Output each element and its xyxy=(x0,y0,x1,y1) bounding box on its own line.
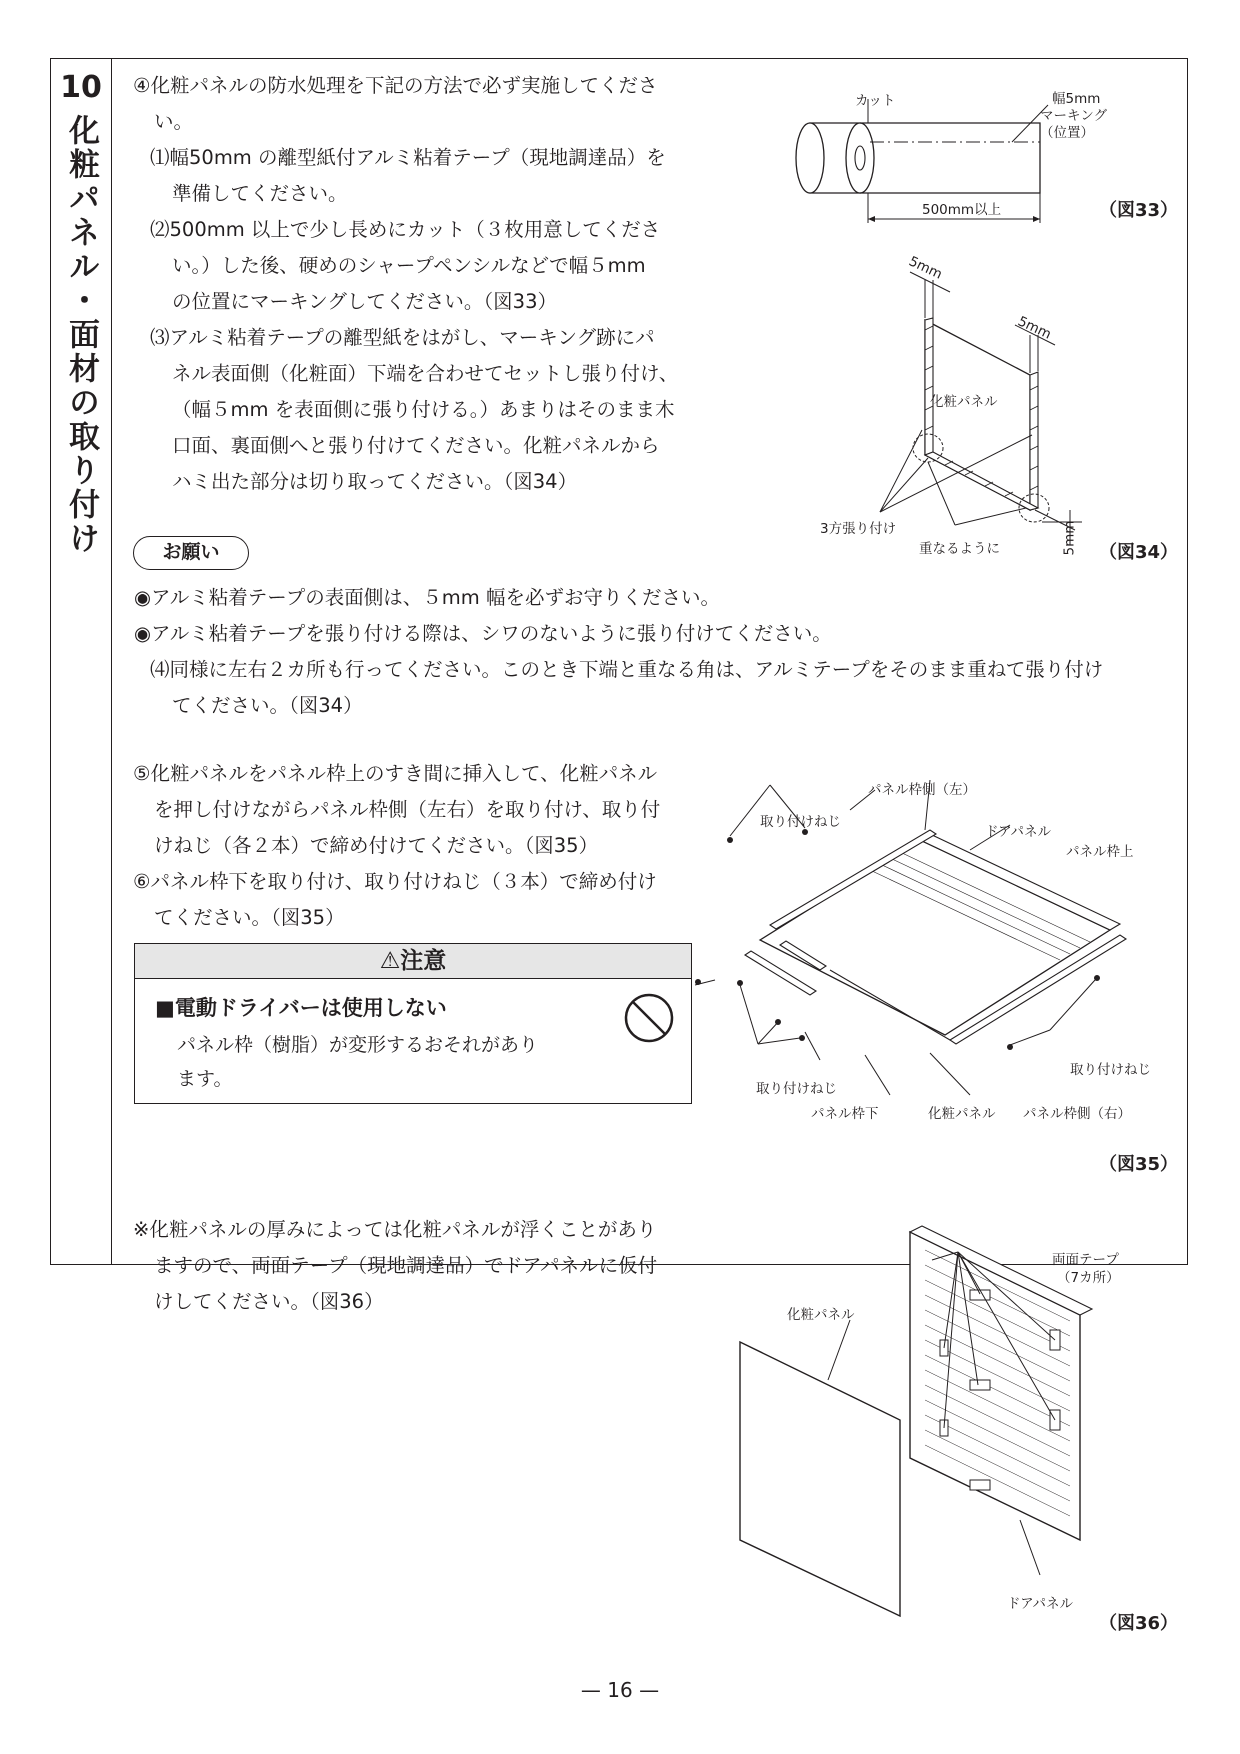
request-item-2: ◉アルミ粘着テープを張り付ける際は、シワのないように張り付けてください。 xyxy=(134,622,832,645)
fig33-length-label: 500mm以上 xyxy=(922,202,1002,218)
step4-sub3-line-4: 口面、裏面側へと張り付けてください。化粧パネルから xyxy=(172,434,660,457)
fig35-door-panel-label: ドアパネル xyxy=(985,824,1052,840)
caution-title: ■電動ドライバーは使用しない xyxy=(155,996,447,1020)
section-sidebar xyxy=(50,58,112,1265)
fig36-tape-count-label: （7カ所） xyxy=(1057,1270,1120,1286)
caution-header: ⚠注意 xyxy=(135,944,691,979)
note-line-2: ますので、両面テープ（現地調達品）でドアパネルに仮付 xyxy=(154,1254,658,1277)
fig35-frame-right-label: パネル枠側（右） xyxy=(1023,1106,1131,1122)
note-line-1: ※化粧パネルの厚みによっては化粧パネルが浮くことがあり xyxy=(133,1218,657,1241)
step4-sub4-line-1: ⑷同様に左右２カ所も行ってください。このとき下端と重なる角は、アルミテープをそのまま重ねて張り付け xyxy=(150,658,1104,681)
note-line-3: けしてください。（図36） xyxy=(154,1290,384,1313)
fig34-overlap-label: 重なるように xyxy=(919,541,1000,557)
fig33-cut-label: カット xyxy=(855,93,896,109)
step6-line-2: てください。（図35） xyxy=(154,906,345,929)
step4-sub2-line-2: い。）した後、硬めのシャープペンシルなどで幅５mm xyxy=(172,254,646,277)
fig33-position-label: （位置） xyxy=(1040,125,1094,141)
fig33-marking-label: マーキング xyxy=(1040,108,1108,124)
fig34-three-side-label: 3方張り付け xyxy=(820,521,897,537)
caution-body xyxy=(177,1028,538,1096)
request-badge: お願い xyxy=(133,536,249,570)
fig36-caption: （図36） xyxy=(1099,1613,1179,1634)
fig36-panel-label: 化粧パネル xyxy=(787,1307,855,1323)
caution-body-line-2: ます。 xyxy=(177,1068,233,1090)
fig34-dim-top-right: 5mm xyxy=(1015,313,1054,343)
step5-line-1: ⑤化粧パネルをパネル枠上のすき間に挿入して、化粧パネル xyxy=(133,762,658,785)
fig35-panel-label: 化粧パネル xyxy=(928,1106,996,1122)
fig36-door-panel-label: ドアパネル xyxy=(1007,1596,1074,1612)
fig34-dim-bottom: 5mm xyxy=(1061,520,1078,556)
section-title: 化粧パネル・面材の取り付け xyxy=(63,114,99,556)
caution-box xyxy=(134,943,692,1104)
caution-body-line-1: パネル枠（樹脂）が変形するおそれがあり xyxy=(177,1034,539,1056)
step4-sub3-line-2: ネル表面側（化粧面）下端を合わせてセットし張り付け、 xyxy=(172,362,679,385)
step5-line-2: を押し付けながらパネル枠側（左右）を取り付け、取り付 xyxy=(154,798,661,821)
fig35-frame-top-label: パネル枠上 xyxy=(1066,844,1134,860)
step4-sub3-line-5: ハミ出た部分は切り取ってください。（図34） xyxy=(172,470,578,493)
fig33-width-label: 幅5mm xyxy=(1052,91,1101,107)
fig35-screws-top-label: 取り付けねじ xyxy=(760,814,841,830)
fig34-dim-top-left: 5mm xyxy=(906,253,945,283)
step4-sub1-line-2: 準備してください。 xyxy=(172,182,348,205)
fig33-caption: （図33） xyxy=(1099,200,1179,221)
step4-line-2: い。 xyxy=(154,110,194,133)
fig35-frame-bottom-label: パネル枠下 xyxy=(811,1106,879,1122)
prohibited-icon xyxy=(623,992,675,1044)
fig36-tape-label: 両面テープ xyxy=(1052,1252,1119,1268)
step4-sub4-line-2: てください。（図34） xyxy=(172,694,363,717)
step4-sub2-line-1: ⑵500mm 以上で少し長めにカット（３枚用意してくださ xyxy=(150,218,661,241)
step6-line-1: ⑥パネル枠下を取り付け、取り付けねじ（３本）で締め付け xyxy=(133,870,657,893)
request-item-1: ◉アルミ粘着テープの表面側は、５mm 幅を必ずお守りください。 xyxy=(134,586,720,609)
fig35-screws-left-label: 取り付けねじ xyxy=(756,1081,837,1097)
fig34-caption: （図34） xyxy=(1099,542,1179,563)
fig34-panel-label: 化粧パネル xyxy=(930,394,998,410)
step4-sub3-line-3: （幅５mm を表面側に張り付ける。）あまりはそのまま木 xyxy=(172,398,675,421)
step4-sub3-line-1: ⑶アルミ粘着テープの離型紙をはがし、マーキング跡にパ xyxy=(150,326,655,349)
step4-sub1-line-1: ⑴幅50mm の離型紙付アルミ粘着テープ（現地調達品）を xyxy=(150,146,666,169)
page-number: — 16 — xyxy=(580,1678,660,1702)
step4-line-1: ④化粧パネルの防水処理を下記の方法で必ず実施してくださ xyxy=(133,74,658,97)
fig35-screws-right-label: 取り付けねじ xyxy=(1070,1062,1151,1078)
fig35-caption: （図35） xyxy=(1099,1154,1179,1175)
step5-line-3: けねじ（各２本）で締め付けてください。（図35） xyxy=(154,834,599,857)
fig35-frame-left-label: パネル枠側（左） xyxy=(868,782,976,798)
step4-sub2-line-3: の位置にマーキングしてください。（図33） xyxy=(172,290,557,313)
section-number: 10 xyxy=(60,70,102,105)
